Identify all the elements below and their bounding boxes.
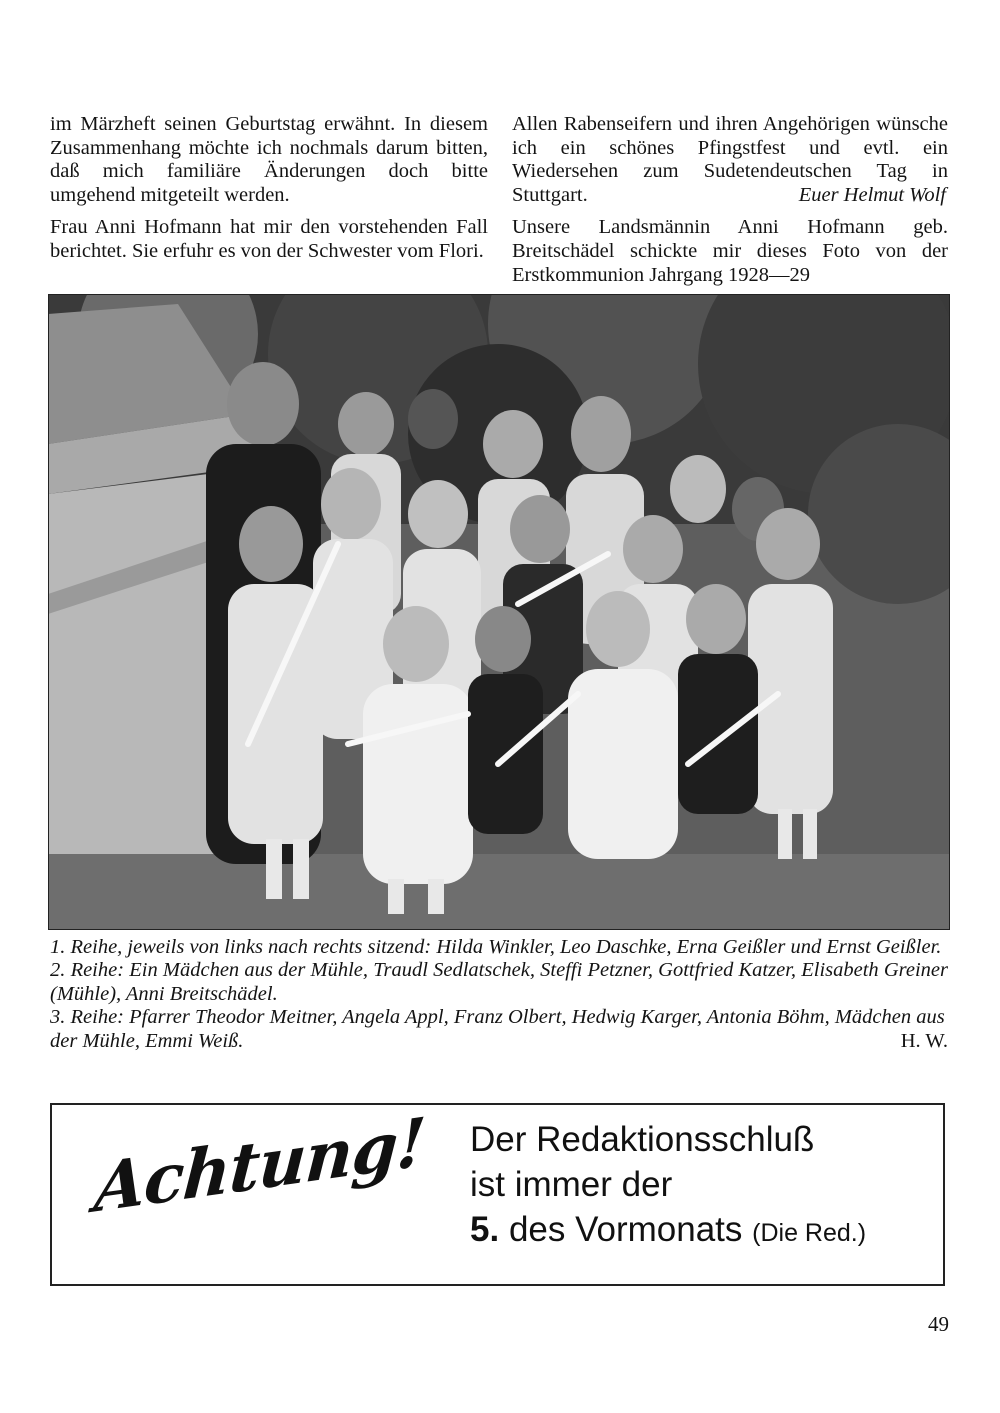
caption-row-2: 2. Reihe: Ein Mädchen aus der Mühle, Traudl Sedlatschek, Steffi Petzner, Gottfried Katzer, Elisabeth Greiner (Mühle), Anni Breitschädel. bbox=[50, 959, 948, 1005]
notice-line-1: Der Redaktionsschluß bbox=[470, 1120, 815, 1159]
left-text-column bbox=[50, 113, 488, 273]
notice-line-3 bbox=[470, 1207, 866, 1256]
right-paragraph-2: Unsere Landsmännin Anni Hofmann geb. Breitschädel schickte mir dieses Foto von der Erstkommunion Jahrgang 1928—29 bbox=[512, 216, 948, 286]
left-paragraph-2: Frau Anni Hofmann hat mir den vorstehenden Fall berichtet. Sie erfuhr es von der Schwester vom Flori. bbox=[50, 216, 488, 262]
author-initials: H. W. bbox=[900, 1029, 948, 1052]
right-paragraph-1 bbox=[512, 113, 948, 207]
deadline-notice-box bbox=[50, 1103, 945, 1286]
notice-line-2: ist immer der bbox=[470, 1165, 673, 1204]
notice-day: 5. bbox=[470, 1210, 500, 1249]
group-photo-drawing bbox=[48, 294, 950, 930]
notice-month-text: des Vormonats bbox=[508, 1210, 743, 1249]
right-text-column bbox=[512, 113, 948, 296]
greeting-text: Allen Rabenseifern und ihren Angehörigen wünsche ich ein schönes Pfingstfest und evtl. ein Wiedersehen zum Sudetendeutschen Tag in Stuttgart. bbox=[512, 113, 948, 206]
signature: Euer Helmut Wolf bbox=[798, 183, 946, 206]
page-number: 49 bbox=[928, 1312, 949, 1336]
notice-text bbox=[470, 1117, 866, 1256]
photo-caption bbox=[50, 936, 948, 1053]
caption-row-3-text: 3. Reihe: Pfarrer Theodor Meitner, Angela Appl, Franz Olbert, Hedwig Karger, Antonia Böhm, Mädchen aus der Mühle, Emmi Weiß. bbox=[50, 1006, 945, 1052]
caption-row-1: 1. Reihe, jeweils von links nach rechts sitzend: Hilda Winkler, Leo Daschke, Erna Geißler und Ernst Geißler. bbox=[50, 936, 942, 958]
achtung-heading: Achtung! bbox=[92, 1102, 428, 1228]
left-paragraph-1: im Märzheft seinen Geburtstag erwähnt. In diesem Zusammenhang möchte ich nochmals darum bitten, daß mich familiäre Änderungen doch bitte umgehend mitgeteilt werden. bbox=[50, 113, 488, 206]
group-photo bbox=[48, 294, 950, 930]
caption-row-3 bbox=[50, 1006, 948, 1053]
notice-editor-note: (Die Red.) bbox=[752, 1219, 867, 1247]
